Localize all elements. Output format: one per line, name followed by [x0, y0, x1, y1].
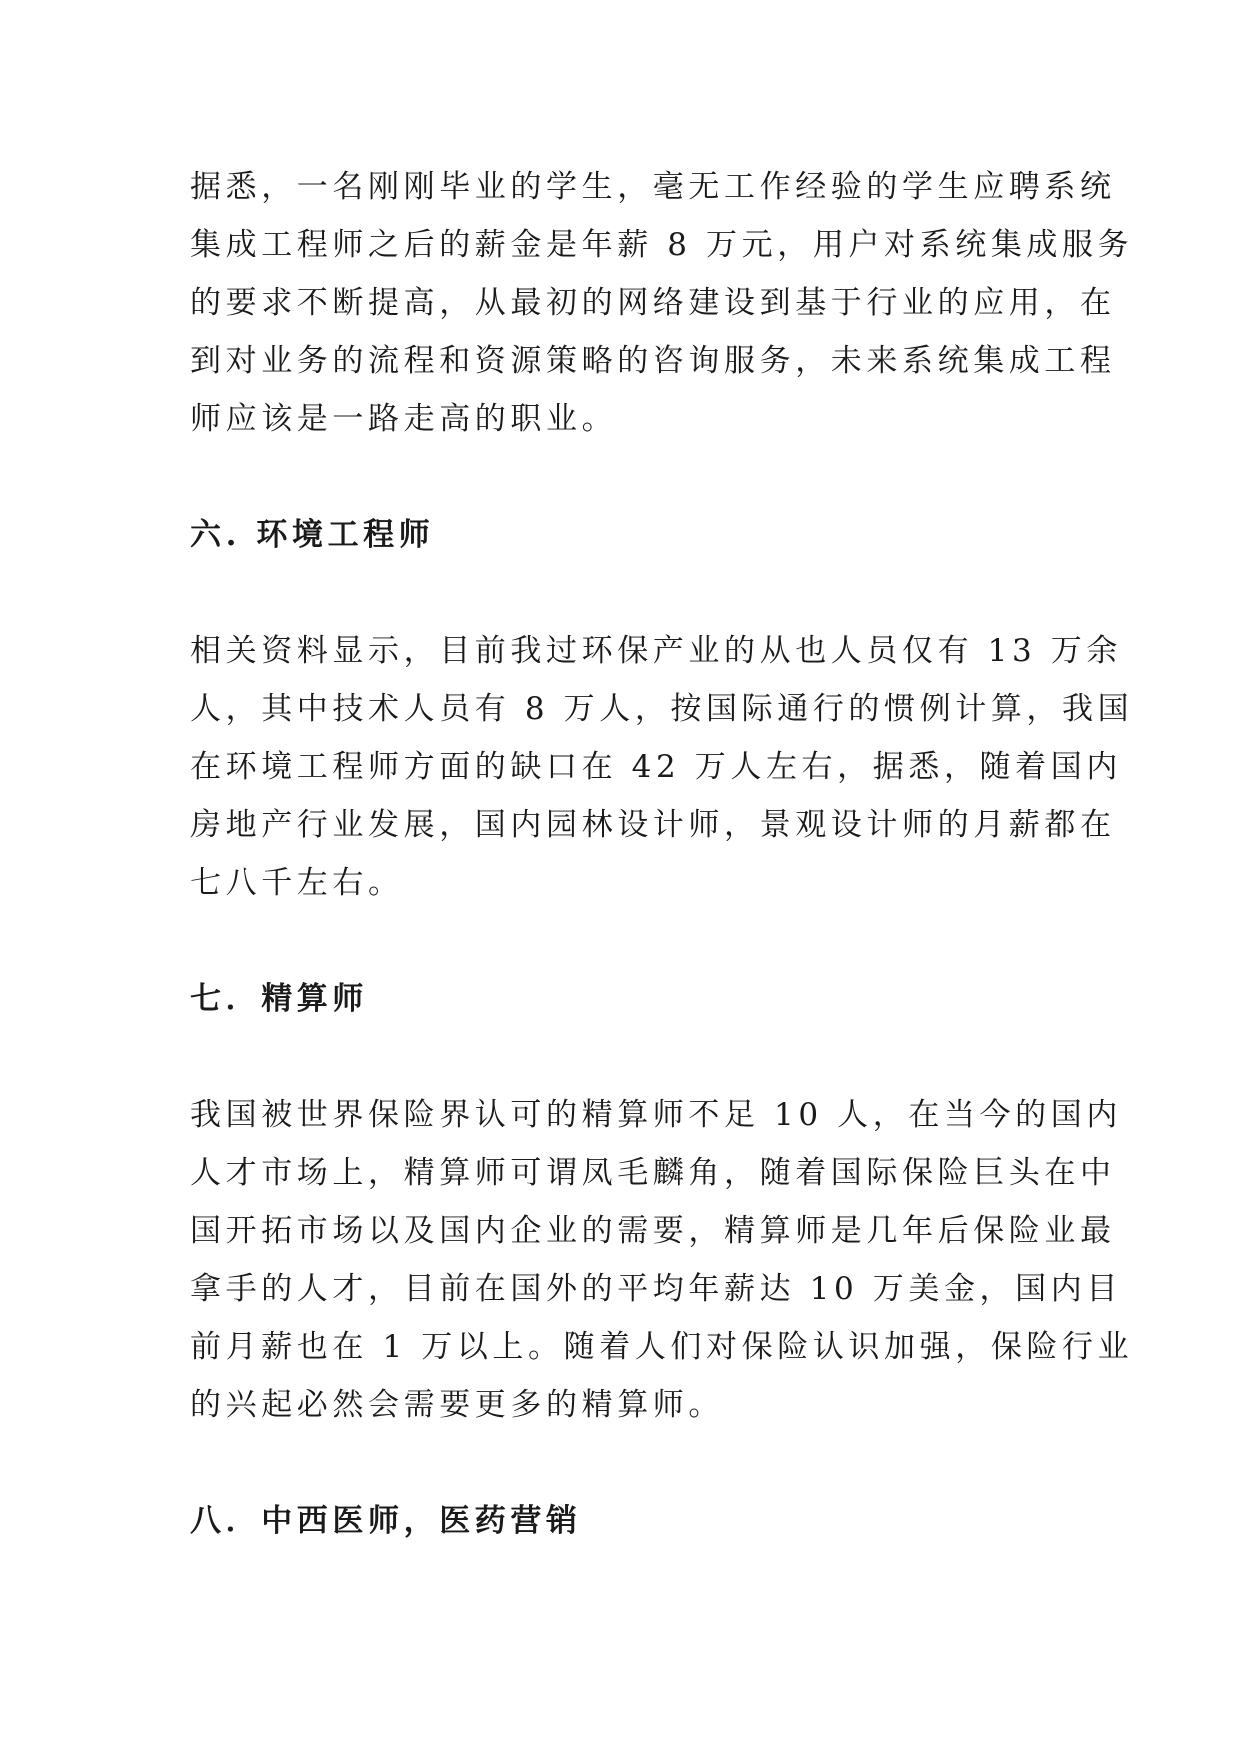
text-line: 集成工程师之后的薪金是年薪 8 万元，用户对系统集成服务 [190, 227, 1134, 263]
text-line: 房地产行业发展，国内园林设计师，景观设计师的月薪都在 [190, 807, 1116, 843]
paragraph-system-integration-engineer [190, 158, 1134, 448]
paragraph-actuary [190, 1086, 1134, 1434]
section-heading-physician-pharma-marketing: 八．中西医师，医药营销 [190, 1503, 582, 1539]
text-line: 的兴起必然会需要更多的精算师。 [190, 1387, 724, 1423]
section-heading-actuary: 七．精算师 [190, 981, 368, 1017]
text-line: 人才市场上，精算师可谓凤毛麟角，随着国际保险巨头在中 [190, 1155, 1116, 1191]
text-line: 的要求不断提高，从最初的网络建设到基于行业的应用，在 [190, 285, 1116, 321]
document-page [190, 158, 1134, 1550]
text-line: 前月薪也在 1 万以上。随着人们对保险认识加强，保险行业 [190, 1329, 1134, 1365]
text-line: 在环境工程师方面的缺口在 42 万人左右，据悉，随着国内 [190, 749, 1122, 785]
text-line: 七八千左右。 [190, 865, 404, 901]
text-line: 师应该是一路走高的职业。 [190, 401, 618, 437]
section-heading-environmental-engineer: 六. 环境工程师 [190, 517, 435, 553]
text-line: 国开拓市场以及国内企业的需要，精算师是几年后保险业最 [190, 1213, 1116, 1249]
text-line: 人，其中技术人员有 8 万人，按国际通行的惯例计算，我国 [190, 691, 1134, 727]
text-line: 我国被世界保险界认可的精算师不足 10 人，在当今的国内 [190, 1097, 1122, 1133]
text-line: 到对业务的流程和资源策略的咨询服务，未来系统集成工程 [190, 343, 1116, 379]
text-line: 据悉，一名刚刚毕业的学生，毫无工作经验的学生应聘系统 [190, 169, 1116, 205]
text-line: 相关资料显示，目前我过环保产业的从也人员仅有 13 万余 [190, 633, 1122, 669]
paragraph-environmental-engineer [190, 622, 1134, 912]
text-line: 拿手的人才，目前在国外的平均年薪达 10 万美金，国内目 [190, 1271, 1122, 1307]
